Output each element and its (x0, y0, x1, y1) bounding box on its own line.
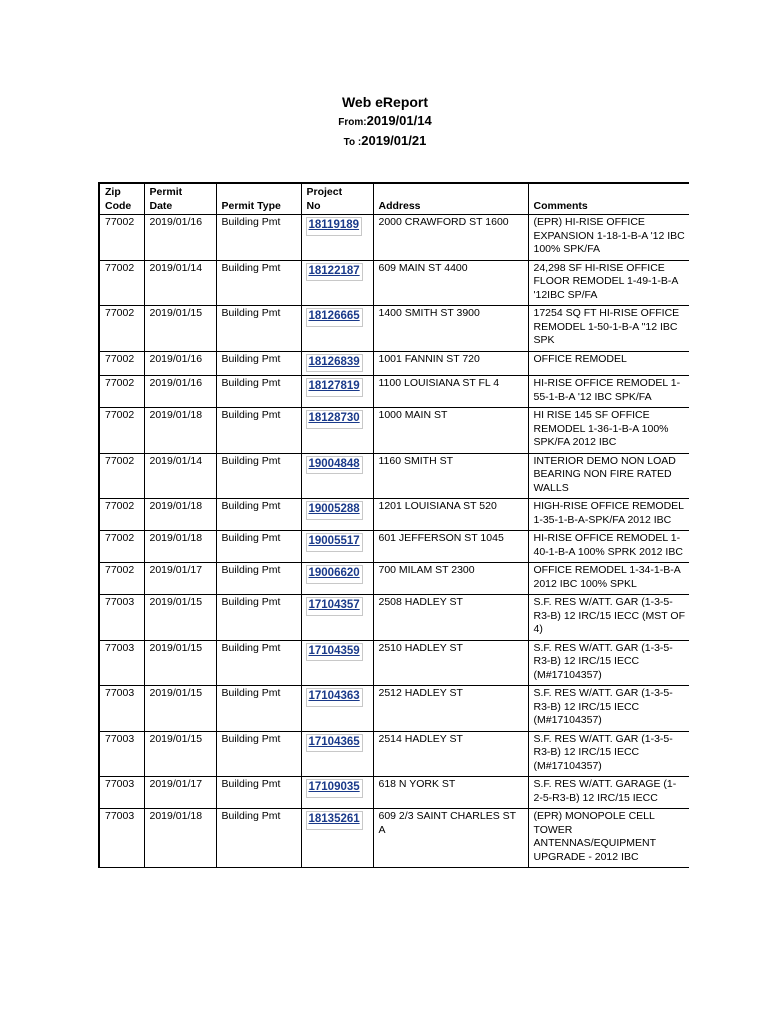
cell-address: 700 MILAM ST 2300 (373, 563, 528, 595)
header-address: Address (373, 183, 528, 215)
cell-permit-date: 2019/01/15 (144, 731, 216, 777)
cell-project-no (301, 731, 373, 777)
cell-permit-date: 2019/01/15 (144, 306, 216, 352)
cell-permit-date: 2019/01/15 (144, 640, 216, 686)
project-link[interactable]: 18119189 (306, 217, 363, 236)
cell-comments: HIGH-RISE OFFICE REMODEL 1-35-1-B-A-SPK/FA 2012 IBC (528, 499, 689, 531)
project-link[interactable]: 18126665 (306, 308, 363, 327)
cell-comments: 17254 SQ FT HI-RISE OFFICE REMODEL 1-50-1-B-A "12 IBC SPK (528, 306, 689, 352)
project-link[interactable]: 17104365 (306, 734, 363, 753)
table-row (99, 499, 689, 531)
report-header (0, 92, 770, 152)
from-line (0, 112, 770, 132)
cell-project-no (301, 595, 373, 641)
cell-comments: S.F. RES W/ATT. GAR (1-3-5-R3-B) 12 IRC/15 IECC (M#17104357) (528, 731, 689, 777)
table-row (99, 686, 689, 732)
cell-permit-type: Building Pmt (216, 215, 301, 261)
cell-comments: OFFICE REMODEL (528, 351, 689, 376)
table-row (99, 376, 689, 408)
table-header-row (99, 183, 689, 215)
table-row (99, 260, 689, 306)
cell-zip-code: 77003 (99, 640, 144, 686)
project-link[interactable]: 19006620 (306, 565, 363, 584)
cell-zip-code: 77002 (99, 499, 144, 531)
cell-project-no (301, 531, 373, 563)
project-link[interactable]: 18127819 (306, 378, 363, 397)
cell-permit-type: Building Pmt (216, 531, 301, 563)
table-row (99, 351, 689, 376)
cell-permit-type: Building Pmt (216, 408, 301, 454)
to-date: 2019/01/21 (361, 133, 427, 148)
cell-comments: S.F. RES W/ATT. GAR (1-3-5-R3-B) 12 IRC/15 IECC (MST OF 4) (528, 595, 689, 641)
table-row (99, 531, 689, 563)
cell-project-no (301, 563, 373, 595)
cell-permit-type: Building Pmt (216, 376, 301, 408)
project-link[interactable]: 18126839 (306, 354, 363, 373)
cell-address: 2510 HADLEY ST (373, 640, 528, 686)
project-link[interactable]: 17104363 (306, 688, 363, 707)
cell-permit-date: 2019/01/18 (144, 408, 216, 454)
cell-address: 2512 HADLEY ST (373, 686, 528, 732)
cell-comments: (EPR) MONOPOLE CELL TOWER ANTENNAS/EQUIPMENT UPGRADE - 2012 IBC (528, 809, 689, 868)
cell-address: 1400 SMITH ST 3900 (373, 306, 528, 352)
cell-project-no (301, 215, 373, 261)
table-row (99, 640, 689, 686)
cell-project-no (301, 376, 373, 408)
cell-permit-date: 2019/01/17 (144, 563, 216, 595)
cell-zip-code: 77002 (99, 453, 144, 499)
cell-permit-type: Building Pmt (216, 260, 301, 306)
cell-permit-date: 2019/01/14 (144, 453, 216, 499)
table-row (99, 731, 689, 777)
to-label: To : (343, 137, 362, 148)
cell-comments: 24,298 SF HI-RISE OFFICE FLOOR REMODEL 1-49-1-B-A '12IBC SP/FA (528, 260, 689, 306)
cell-zip-code: 77003 (99, 731, 144, 777)
table-row (99, 809, 689, 868)
cell-project-no (301, 453, 373, 499)
cell-comments: OFFICE REMODEL 1-34-1-B-A 2012 IBC 100% SPKL (528, 563, 689, 595)
cell-permit-date: 2019/01/16 (144, 351, 216, 376)
cell-permit-type: Building Pmt (216, 731, 301, 777)
cell-address: 2514 HADLEY ST (373, 731, 528, 777)
cell-zip-code: 77003 (99, 777, 144, 809)
cell-address: 2000 CRAWFORD ST 1600 (373, 215, 528, 261)
table-row (99, 215, 689, 261)
header-project-no: Project No (301, 183, 373, 215)
cell-project-no (301, 640, 373, 686)
cell-zip-code: 77003 (99, 809, 144, 868)
cell-permit-date: 2019/01/16 (144, 376, 216, 408)
cell-project-no (301, 686, 373, 732)
cell-permit-type: Building Pmt (216, 595, 301, 641)
table-body (99, 215, 689, 868)
cell-permit-date: 2019/01/17 (144, 777, 216, 809)
header-comments: Comments (528, 183, 689, 215)
cell-zip-code: 77002 (99, 306, 144, 352)
cell-permit-date: 2019/01/15 (144, 595, 216, 641)
cell-permit-date: 2019/01/16 (144, 215, 216, 261)
cell-zip-code: 77003 (99, 595, 144, 641)
cell-comments: (EPR) HI-RISE OFFICE EXPANSION 1-18-1-B-A '12 IBC 100% SPK/FA (528, 215, 689, 261)
table-row (99, 306, 689, 352)
project-link[interactable]: 18128730 (306, 410, 363, 429)
cell-permit-date: 2019/01/18 (144, 499, 216, 531)
cell-address: 1201 LOUISIANA ST 520 (373, 499, 528, 531)
cell-zip-code: 77002 (99, 531, 144, 563)
cell-address: 1160 SMITH ST (373, 453, 528, 499)
cell-project-no (301, 408, 373, 454)
project-link[interactable]: 18135261 (306, 811, 363, 830)
table-row (99, 777, 689, 809)
table-row (99, 563, 689, 595)
cell-zip-code: 77002 (99, 408, 144, 454)
header-permit-type: Permit Type (216, 183, 301, 215)
cell-comments: HI-RISE OFFICE REMODEL 1-40-1-B-A 100% SPRK 2012 IBC (528, 531, 689, 563)
table-row (99, 453, 689, 499)
project-link[interactable]: 19004848 (306, 456, 363, 475)
cell-address: 1000 MAIN ST (373, 408, 528, 454)
cell-permit-date: 2019/01/18 (144, 531, 216, 563)
table-row (99, 408, 689, 454)
report-title: Web eReport (341, 94, 429, 110)
project-link[interactable]: 19005517 (306, 533, 363, 552)
cell-comments: S.F. RES W/ATT. GARAGE (1-2-5-R3-B) 12 IRC/15 IECC (528, 777, 689, 809)
cell-zip-code: 77002 (99, 351, 144, 376)
cell-permit-type: Building Pmt (216, 809, 301, 868)
project-link[interactable]: 19005288 (306, 501, 363, 520)
header-permit-date: Permit Date (144, 183, 216, 215)
from-label: From: (338, 117, 367, 128)
cell-permit-type: Building Pmt (216, 351, 301, 376)
cell-permit-date: 2019/01/14 (144, 260, 216, 306)
cell-zip-code: 77002 (99, 563, 144, 595)
cell-address: 601 JEFFERSON ST 1045 (373, 531, 528, 563)
project-link[interactable]: 17104357 (306, 597, 363, 616)
cell-comments: S.F. RES W/ATT. GAR (1-3-5-R3-B) 12 IRC/15 IECC (M#17104357) (528, 640, 689, 686)
table-row (99, 595, 689, 641)
cell-zip-code: 77002 (99, 376, 144, 408)
cell-permit-date: 2019/01/18 (144, 809, 216, 868)
cell-comments: S.F. RES W/ATT. GAR (1-3-5-R3-B) 12 IRC/15 IECC (M#17104357) (528, 686, 689, 732)
cell-address: 618 N YORK ST (373, 777, 528, 809)
header-zip-code: Zip Code (99, 183, 144, 215)
cell-permit-type: Building Pmt (216, 453, 301, 499)
cell-comments: INTERIOR DEMO NON LOAD BEARING NON FIRE RATED WALLS (528, 453, 689, 499)
cell-address: 1100 LOUISIANA ST FL 4 (373, 376, 528, 408)
cell-permit-type: Building Pmt (216, 499, 301, 531)
cell-address: 1001 FANNIN ST 720 (373, 351, 528, 376)
cell-permit-type: Building Pmt (216, 306, 301, 352)
cell-address: 609 MAIN ST 4400 (373, 260, 528, 306)
permit-table (98, 182, 689, 868)
cell-project-no (301, 499, 373, 531)
from-date: 2019/01/14 (366, 113, 432, 128)
cell-project-no (301, 809, 373, 868)
cell-zip-code: 77003 (99, 686, 144, 732)
project-link[interactable]: 18122187 (306, 263, 363, 282)
project-link[interactable]: 17109035 (306, 779, 363, 798)
cell-permit-type: Building Pmt (216, 777, 301, 809)
cell-comments: HI RISE 145 SF OFFICE REMODEL 1-36-1-B-A 100% SPK/FA 2012 IBC (528, 408, 689, 454)
project-link[interactable]: 17104359 (306, 643, 363, 662)
cell-comments: HI-RISE OFFICE REMODEL 1-55-1-B-A '12 IBC SPK/FA (528, 376, 689, 408)
cell-zip-code: 77002 (99, 215, 144, 261)
cell-permit-type: Building Pmt (216, 563, 301, 595)
to-line (0, 132, 770, 152)
cell-address: 2508 HADLEY ST (373, 595, 528, 641)
cell-permit-type: Building Pmt (216, 640, 301, 686)
cell-permit-date: 2019/01/15 (144, 686, 216, 732)
cell-zip-code: 77002 (99, 260, 144, 306)
cell-project-no (301, 777, 373, 809)
cell-project-no (301, 306, 373, 352)
cell-project-no (301, 351, 373, 376)
cell-permit-type: Building Pmt (216, 686, 301, 732)
cell-address: 609 2/3 SAINT CHARLES ST A (373, 809, 528, 868)
cell-project-no (301, 260, 373, 306)
